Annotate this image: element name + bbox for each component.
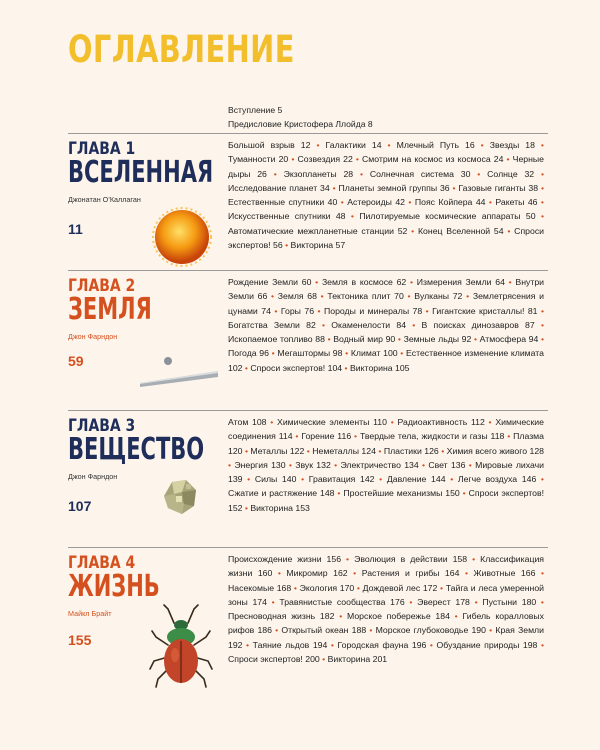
bullet-separator: • bbox=[449, 182, 459, 193]
bullet-separator: • bbox=[353, 168, 370, 179]
bullet-separator: • bbox=[354, 582, 363, 593]
topic-link[interactable]: Сжатие и растяжение 148 bbox=[228, 488, 335, 499]
bullet-separator: • bbox=[467, 554, 481, 564]
bullet-separator: • bbox=[311, 277, 322, 287]
topic-link[interactable]: Викторина 201 bbox=[327, 654, 388, 665]
topic-link[interactable]: Млечный Путь 16 bbox=[396, 140, 475, 150]
intro-item[interactable]: Предисловие Кристофера Ллойда 8 bbox=[228, 119, 373, 129]
bullet-separator: • bbox=[386, 417, 398, 427]
topic-link[interactable]: Солнечная система 30 bbox=[369, 168, 471, 179]
bullet-separator: • bbox=[345, 211, 360, 222]
bullet-separator: • bbox=[314, 305, 324, 316]
topic-link[interactable]: Гибель коралловых рифов 186 bbox=[228, 611, 545, 636]
topic-link[interactable]: Спроси экспертов! 200 bbox=[228, 654, 320, 665]
bullet-separator: • bbox=[288, 154, 298, 165]
bullet-separator: • bbox=[538, 334, 545, 345]
topic-link[interactable]: Металлы 122 bbox=[250, 445, 305, 456]
topic-link[interactable]: Травянистые сообщества 176 bbox=[279, 596, 405, 607]
topic-link[interactable]: Туманности 20 bbox=[228, 154, 289, 165]
topic-link[interactable]: Животные 166 bbox=[473, 568, 536, 579]
bullet-separator: • bbox=[319, 654, 328, 665]
earth-orbit-image bbox=[140, 353, 220, 391]
topic-link[interactable]: Городская фауна 196 bbox=[337, 639, 427, 650]
topic-link[interactable]: Пресноводная жизнь 182 bbox=[228, 611, 335, 622]
chapter-author: Джон Фарндон bbox=[68, 332, 118, 341]
bullet-separator: • bbox=[330, 459, 341, 470]
chapter-topics bbox=[228, 138, 544, 252]
bullet-separator: • bbox=[535, 568, 544, 579]
topic-link[interactable]: Породы и минералы 78 bbox=[324, 305, 423, 316]
topic-link[interactable]: Пустыни 180 bbox=[482, 596, 537, 607]
topic-link[interactable]: Спроси экспертов! 56 bbox=[228, 225, 545, 251]
topic-link[interactable]: Викторина 57 bbox=[290, 240, 346, 251]
topic-link[interactable]: Таяние льдов 194 bbox=[252, 639, 328, 650]
bullet-separator: • bbox=[242, 639, 253, 650]
topic-link[interactable]: Конец Вселенной 54 bbox=[418, 225, 504, 236]
topic-link[interactable]: Викторина 105 bbox=[350, 362, 410, 373]
topic-link[interactable]: Галактики 14 bbox=[325, 140, 382, 150]
bullet-separator: • bbox=[316, 291, 328, 302]
topic-link[interactable]: Климат 100 bbox=[350, 348, 398, 359]
topic-link[interactable]: Вулканы 72 bbox=[414, 291, 463, 302]
chapter-topics bbox=[228, 415, 544, 515]
bullet-separator: • bbox=[459, 568, 474, 579]
bullet-separator: • bbox=[534, 140, 544, 150]
topic-link[interactable]: Викторина 153 bbox=[250, 502, 310, 513]
topic-link[interactable]: Земные льды 92 bbox=[403, 334, 472, 345]
bullet-separator: • bbox=[406, 319, 422, 330]
bullet-separator: • bbox=[347, 568, 362, 579]
bullet-separator: • bbox=[271, 625, 282, 636]
topic-link[interactable]: Энергия 130 bbox=[234, 459, 286, 470]
topic-link[interactable]: Мегаштормы 98 bbox=[277, 348, 343, 359]
divider bbox=[68, 547, 548, 548]
topic-link[interactable]: Химические соединения 114 bbox=[228, 417, 544, 442]
bullet-separator: • bbox=[292, 431, 302, 442]
bullet-separator: • bbox=[537, 639, 544, 650]
topic-link[interactable]: Гравитация 142 bbox=[308, 474, 375, 485]
topic-link[interactable]: Электричество 134 bbox=[340, 459, 419, 470]
bullet-separator: • bbox=[445, 474, 458, 485]
topic-link[interactable]: Газовые гиганты 38 bbox=[458, 182, 539, 193]
topic-link[interactable]: Окаменелости 84 bbox=[331, 319, 407, 330]
bullet-separator: • bbox=[351, 431, 360, 442]
bullet-separator: • bbox=[426, 639, 437, 650]
topic-link[interactable]: Атмосфера 94 bbox=[479, 334, 539, 345]
bullet-separator: • bbox=[282, 240, 291, 251]
topic-link[interactable]: Плазма 120 bbox=[228, 431, 544, 456]
bullet-separator: • bbox=[397, 348, 407, 359]
topic-link[interactable]: Эволюция в действии 158 bbox=[354, 554, 468, 564]
bullet-separator: • bbox=[327, 639, 338, 650]
chapter-author: Джонатан О’Каллаган bbox=[68, 195, 141, 204]
bullet-separator: • bbox=[465, 459, 476, 470]
topic-link[interactable]: Микромир 162 bbox=[286, 568, 348, 579]
chapter-topics bbox=[228, 275, 544, 375]
topic-link[interactable]: Спроси экспертов! 104 bbox=[250, 362, 343, 373]
topic-link[interactable]: Солнце 32 bbox=[487, 168, 535, 179]
topic-link[interactable]: Земля в космосе 62 bbox=[321, 277, 407, 287]
bullet-separator: • bbox=[536, 474, 544, 485]
topic-link[interactable]: Естественные спутники 40 bbox=[228, 197, 338, 208]
bullet-separator: • bbox=[266, 168, 284, 179]
bullet-separator: • bbox=[315, 319, 332, 330]
bullet-separator: • bbox=[228, 459, 235, 470]
chapter-label: ГЛАВА 4 bbox=[68, 553, 136, 573]
bullet-separator: • bbox=[242, 474, 255, 485]
topic-link[interactable]: Пластики 126 bbox=[383, 445, 439, 456]
topic-link[interactable]: Края Земли 192 bbox=[228, 625, 544, 650]
chapter-name[interactable]: ВСЕЛЕННАЯ bbox=[68, 155, 214, 190]
topic-link[interactable]: Тайга и леса умеренной зоны 174 bbox=[228, 582, 545, 607]
bullet-separator: • bbox=[242, 502, 251, 513]
bullet-separator: • bbox=[374, 474, 387, 485]
bullet-separator: • bbox=[537, 305, 544, 316]
divider bbox=[68, 270, 548, 271]
page-title: ОГЛАВЛЕНИЕ bbox=[68, 28, 295, 71]
bullet-separator: • bbox=[352, 154, 363, 165]
chapter-page-number[interactable]: 107 bbox=[68, 498, 92, 514]
bullet-separator: • bbox=[395, 334, 404, 345]
topic-link[interactable]: Землетрясения и цунами 74 bbox=[228, 291, 545, 316]
topic-link[interactable]: Богатства Земли 82 bbox=[228, 319, 316, 330]
bullet-separator: • bbox=[474, 140, 490, 150]
topic-link[interactable]: Искусственные спутники 48 bbox=[228, 211, 346, 222]
topic-link[interactable]: Мировые лихачи 139 bbox=[228, 459, 545, 485]
bullet-separator: • bbox=[304, 445, 313, 456]
topic-link[interactable]: Астероиды 42 bbox=[347, 197, 405, 208]
intro-list bbox=[228, 103, 373, 131]
chapter-page-number[interactable]: 155 bbox=[68, 632, 92, 648]
chapter-4 bbox=[68, 547, 548, 697]
chapter-name[interactable]: ЗЕМЛЯ bbox=[68, 292, 152, 327]
intro-item[interactable]: Вступление 5 bbox=[228, 105, 283, 115]
topic-link[interactable]: Химия всего живого 128 bbox=[446, 445, 544, 456]
bullet-separator: • bbox=[534, 319, 544, 330]
topic-link[interactable]: Горы 76 bbox=[280, 305, 315, 316]
bullet-separator: • bbox=[324, 334, 334, 345]
bullet-separator: • bbox=[485, 625, 496, 636]
chapter-author: Майкл Брайт bbox=[68, 609, 112, 618]
bullet-separator: • bbox=[469, 596, 483, 607]
topic-link[interactable]: Обуздание природы 198 bbox=[436, 639, 538, 650]
topic-link[interactable]: Звезды 18 bbox=[489, 140, 535, 150]
bullet-separator: • bbox=[270, 305, 281, 316]
chapter-1 bbox=[68, 133, 548, 263]
bullet-separator: • bbox=[242, 362, 251, 373]
bullet-separator: • bbox=[471, 334, 480, 345]
chapter-3 bbox=[68, 410, 548, 540]
topic-link[interactable]: Черные дыры 26 bbox=[228, 154, 544, 179]
topic-link[interactable]: Исследование планет 34 bbox=[228, 182, 330, 193]
topic-link[interactable]: Гигантские кристаллы! 81 bbox=[432, 305, 538, 316]
chapter-label: ГЛАВА 3 bbox=[68, 416, 136, 436]
chapter-name[interactable]: ВЕЩЕСТВО bbox=[68, 432, 205, 467]
topic-link[interactable]: Неметаллы 124 bbox=[312, 445, 376, 456]
topic-link[interactable]: Атом 108 bbox=[228, 417, 267, 427]
topic-link[interactable]: Тектоника плит 70 bbox=[327, 291, 404, 302]
topic-link[interactable]: Силы 140 bbox=[254, 474, 297, 485]
topic-link[interactable]: Горение 116 bbox=[301, 431, 352, 442]
bullet-separator: • bbox=[242, 445, 251, 456]
topic-link[interactable]: Давление 144 bbox=[386, 474, 446, 485]
bullet-separator: • bbox=[268, 348, 278, 359]
topic-link[interactable]: Внутри Земли 66 bbox=[228, 277, 545, 302]
divider bbox=[68, 410, 548, 411]
chapter-topics bbox=[228, 552, 544, 666]
topic-link[interactable]: Радиоактивность 112 bbox=[397, 417, 485, 427]
topic-link[interactable]: Дождевой лес 172 bbox=[362, 582, 438, 593]
chapter-page-number[interactable]: 11 bbox=[68, 221, 83, 237]
bullet-separator: • bbox=[334, 488, 344, 499]
topic-link[interactable]: Водный мир 90 bbox=[333, 334, 396, 345]
topic-link[interactable]: Эверест 178 bbox=[417, 596, 470, 607]
bullet-separator: • bbox=[470, 168, 488, 179]
topic-link[interactable]: Химические элементы 110 bbox=[277, 417, 387, 427]
bullet-separator: • bbox=[536, 596, 544, 607]
topic-link[interactable]: Измерения Земли 64 bbox=[416, 277, 505, 287]
topic-link[interactable]: Легче воздуха 146 bbox=[457, 474, 537, 485]
bullet-separator: • bbox=[404, 596, 418, 607]
topic-link[interactable]: Открытый океан 188 bbox=[281, 625, 367, 636]
bullet-separator: • bbox=[291, 582, 300, 593]
bullet-separator: • bbox=[503, 154, 513, 165]
beetle-image bbox=[148, 603, 214, 691]
bullet-separator: • bbox=[267, 291, 278, 302]
bullet-separator: • bbox=[329, 182, 339, 193]
bullet-separator: • bbox=[422, 305, 433, 316]
topic-link[interactable]: Классификация жизни 160 bbox=[228, 554, 544, 579]
bullet-separator: • bbox=[310, 140, 326, 150]
bullet-separator: • bbox=[535, 211, 544, 222]
topic-link[interactable]: Автоматические межпланетные станции 52 bbox=[228, 225, 408, 236]
topic-link[interactable]: Ракеты 46 bbox=[495, 197, 538, 208]
bullet-separator: • bbox=[538, 182, 545, 193]
topic-link[interactable]: Пилотируемые космические аппараты 50 bbox=[359, 211, 536, 222]
topic-link[interactable]: Естественное изменение климата 102 bbox=[228, 348, 545, 373]
bullet-separator: • bbox=[407, 225, 418, 236]
topic-link[interactable]: Простейшие механизмы 150 bbox=[343, 488, 460, 499]
topic-link[interactable]: Насекомые 168 bbox=[228, 582, 292, 593]
pyrite-mineral-image bbox=[158, 474, 202, 518]
bullet-separator: • bbox=[334, 611, 348, 622]
bullet-separator: • bbox=[296, 474, 309, 485]
bullet-separator: • bbox=[504, 431, 514, 442]
topic-link[interactable]: Планеты земной группы 36 bbox=[338, 182, 450, 193]
bullet-separator: • bbox=[437, 582, 446, 593]
topic-link[interactable]: Созвездия 22 bbox=[297, 154, 353, 165]
bullet-separator: • bbox=[534, 168, 545, 179]
bullet-separator: • bbox=[266, 417, 278, 427]
bullet-separator: • bbox=[381, 140, 397, 150]
chapter-label: ГЛАВА 2 bbox=[68, 276, 136, 296]
topic-link[interactable]: Земля 68 bbox=[277, 291, 317, 302]
chapter-label: ГЛАВА 1 bbox=[68, 139, 136, 159]
divider bbox=[68, 133, 548, 134]
topic-link[interactable]: Экзопланеты 28 bbox=[283, 168, 354, 179]
topic-link[interactable]: Морское глубоководье 190 bbox=[375, 625, 486, 636]
bullet-separator: • bbox=[418, 459, 429, 470]
topic-link[interactable]: Смотрим на космос из космоса 24 bbox=[362, 154, 504, 165]
bullet-separator: • bbox=[537, 197, 544, 208]
topic-link[interactable]: Звук 132 bbox=[295, 459, 331, 470]
bullet-separator: • bbox=[341, 554, 355, 564]
bullet-separator: • bbox=[504, 277, 516, 287]
topic-link[interactable]: Погода 96 bbox=[228, 348, 269, 359]
topic-link[interactable]: Происхождение жизни 156 bbox=[228, 554, 342, 564]
chapter-name[interactable]: ЖИЗНЬ bbox=[68, 569, 160, 604]
topic-link[interactable]: Рождение Земли 60 bbox=[228, 277, 312, 287]
topic-link[interactable]: Большой взрыв 12 bbox=[228, 140, 311, 150]
topic-link[interactable]: Морское побережье 184 bbox=[347, 611, 450, 622]
chapter-page-number[interactable]: 59 bbox=[68, 353, 84, 369]
bullet-separator: • bbox=[404, 197, 415, 208]
chapter-author: Джон Фарндон bbox=[68, 472, 118, 481]
bullet-separator: • bbox=[342, 362, 351, 373]
chapter-2 bbox=[68, 270, 548, 400]
topic-link[interactable]: Растения и грибы 164 bbox=[361, 568, 460, 579]
bullet-separator: • bbox=[484, 417, 496, 427]
bullet-separator: • bbox=[266, 596, 280, 607]
bullet-separator: • bbox=[459, 488, 469, 499]
bullet-separator: • bbox=[366, 625, 376, 636]
bullet-separator: • bbox=[375, 445, 384, 456]
topic-link[interactable]: В поисках динозавров 87 bbox=[421, 319, 535, 330]
topic-link[interactable]: Спроси экспертов! 152 bbox=[228, 488, 545, 513]
topic-link[interactable]: Ископаемое топливо 88 bbox=[228, 334, 325, 345]
bullet-separator: • bbox=[285, 459, 296, 470]
bullet-separator: • bbox=[403, 291, 415, 302]
bullet-separator: • bbox=[272, 568, 287, 579]
bullet-separator: • bbox=[485, 197, 496, 208]
topic-link[interactable]: Экология 170 bbox=[299, 582, 355, 593]
topic-link[interactable]: Свет 136 bbox=[428, 459, 466, 470]
bullet-separator: • bbox=[406, 277, 417, 287]
bullet-separator: • bbox=[449, 611, 463, 622]
topic-link[interactable]: Твердые тела, жидкости и газы 118 bbox=[359, 431, 505, 442]
sun-image bbox=[150, 205, 214, 269]
bullet-separator: • bbox=[342, 348, 351, 359]
bullet-separator: • bbox=[462, 291, 473, 302]
bullet-separator: • bbox=[337, 197, 348, 208]
bullet-separator: • bbox=[438, 445, 447, 456]
bullet-separator: • bbox=[503, 225, 515, 236]
topic-link[interactable]: Пояс Койпера 44 bbox=[414, 197, 486, 208]
